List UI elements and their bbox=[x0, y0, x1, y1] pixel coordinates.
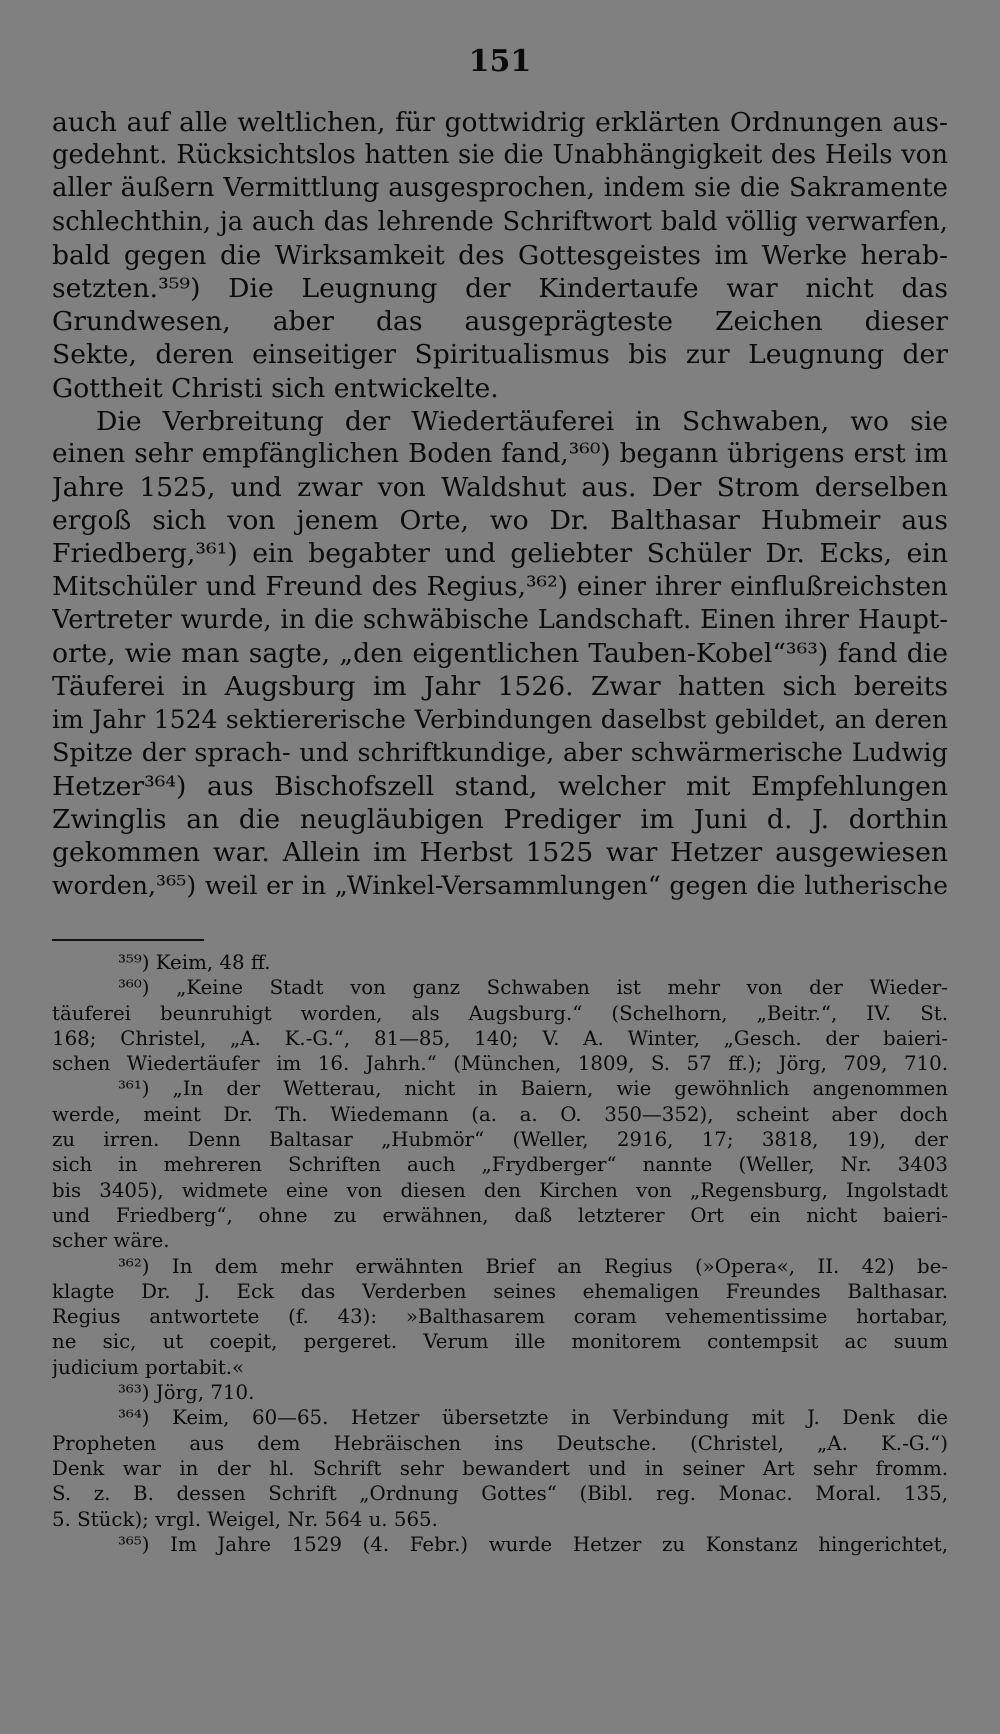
body-line: Friedberg,³⁶¹) ein begabter und geliebter Schüler Dr. Ecks, ein bbox=[52, 538, 948, 570]
footnote-line: 168; Christel, „A. K.-G.“, 81—85, 140; V. A. Winter, „Gesch. der baieri- bbox=[52, 1026, 948, 1050]
footnote-line: scher wäre. bbox=[52, 1229, 170, 1253]
footnote-line: ne sic, ut coepit, pergeret. Verum ille monitorem contempsit ac suum bbox=[52, 1330, 948, 1354]
body-line: Mitschüler und Freund des Regius,³⁶²) einer ihrer einflußreichsten bbox=[52, 571, 948, 602]
footnote-line: Propheten aus dem Hebräischen ins Deutsche. (Christel, „A. K.-G.“) bbox=[52, 1431, 948, 1455]
page-number: 151 bbox=[468, 44, 532, 79]
body-line: auch auf alle weltlichen, für gottwidrig erklärten Ordnungen aus- bbox=[52, 107, 948, 138]
footnote-line: bis 3405), widmete eine von diesen den Kirchen von „Regensburg, Ingolstadt bbox=[52, 1178, 948, 1202]
body-line: gedehnt. Rücksichtslos hatten sie die Unabhängigkeit des Heils von bbox=[52, 140, 948, 171]
footnote-line: ³⁶²) In dem mehr erwähnten Brief an Regius (»Opera«, II. 42) be- bbox=[118, 1254, 948, 1278]
body-line: gekommen war. Allein im Herbst 1525 war Hetzer ausgewiesen bbox=[52, 837, 948, 869]
body-text bbox=[52, 106, 948, 903]
footnote-line: ³⁶⁵) Im Jahre 1529 (4. Febr.) wurde Hetzer zu Konstanz hingerichtet, bbox=[118, 1532, 948, 1556]
body-line: Gottheit Christi sich entwickelte. bbox=[52, 372, 499, 404]
footnote-line: ³⁵⁹) Keim, 48 ff. bbox=[118, 951, 271, 974]
body-line: Jahre 1525, und zwar von Waldshut aus. Der Strom derselben bbox=[52, 472, 948, 504]
body-line: schlechthin, ja auch das lehrende Schriftwort bald völlig verwarfen, bbox=[52, 206, 948, 237]
body-line: Täuferei in Augsburg im Jahr 1526. Zwar hatten sich bereits bbox=[52, 671, 948, 703]
body-line: Grundwesen, aber das ausgeprägteste Zeichen dieser bbox=[52, 306, 948, 338]
body-line: einen sehr empfänglichen Boden fand,³⁶⁰) begann übrigens erst im bbox=[52, 438, 948, 469]
footnote-line: ³⁶⁴) Keim, 60—65. Hetzer übersetzte in Verbindung mit J. Denk die bbox=[118, 1406, 948, 1430]
footnote-line: ³⁶⁰) „Keine Stadt von ganz Schwaben ist mehr von der Wieder- bbox=[118, 976, 948, 1000]
body-line: im Jahr 1524 sektiererische Verbindungen daselbst gebildet, an deren bbox=[52, 705, 948, 735]
body-line: orte, wie man sagte, „den eigentlichen Tauben-Kobel“³⁶³) fand die bbox=[52, 638, 948, 669]
body-line: Sekte, deren einseitiger Spiritualismus bis zur Leugnung der bbox=[52, 339, 948, 371]
footnote-line: schen Wiedertäufer im 16. Jahrh.“ (München, 1809, S. 57 ff.); Jörg, 709, 710. bbox=[52, 1052, 948, 1076]
footnote-line: Regius antwortete (f. 43): »Balthasarem coram vehementissime hortabar, bbox=[52, 1305, 948, 1329]
body-line: Vertreter wurde, in die schwäbische Landschaft. Einen ihrer Haupt- bbox=[52, 604, 948, 635]
body-line: aller äußern Vermittlung ausgesprochen, indem sie die Sakramente bbox=[52, 173, 948, 204]
footnote-line: S. z. B. dessen Schrift „Ordnung Gottes“ (Bibl. reg. Monac. Moral. 135, bbox=[52, 1482, 948, 1506]
footnote-separator bbox=[52, 939, 204, 941]
footnote-line: klagte Dr. J. Eck das Verderben seines ehemaligen Freundes Balthasar. bbox=[52, 1279, 948, 1303]
footnote-line: 5. Stück); vrgl. Weigel, Nr. 564 u. 565. bbox=[52, 1507, 438, 1531]
footnote-line: zu irren. Denn Baltasar „Hubmör“ (Weller, 2916, 17; 3818, 19), der bbox=[52, 1128, 948, 1152]
footnote-line: werde, meint Dr. Th. Wiedemann (a. a. O. 350—352), scheint aber doch bbox=[52, 1102, 948, 1126]
body-line: bald gegen die Wirksamkeit des Gottesgeistes im Werke herab- bbox=[52, 239, 948, 271]
footnote-line: täuferei beunruhigt worden, als Augsburg.“ (Schelhorn, „Beitr.“, IV. St. bbox=[52, 1001, 948, 1025]
body-line: setzten.³⁵⁹) Die Leugnung der Kindertaufe war nicht das bbox=[52, 272, 948, 304]
body-line: Hetzer³⁶⁴) aus Bischofszell stand, welcher mit Empfehlungen bbox=[52, 770, 948, 802]
footnote-line: ³⁶³) Jörg, 710. bbox=[118, 1381, 255, 1405]
footnote-line: judicium portabit.« bbox=[52, 1355, 245, 1379]
body-line: worden,³⁶⁵) weil er in „Winkel-Versammlungen“ gegen die lutherische bbox=[52, 871, 948, 901]
body-line: Spitze der sprach- und schriftkundige, aber schwärmerische Ludwig bbox=[52, 737, 948, 768]
body-line: Die Verbreitung der Wiedertäuferei in Schwaben, wo sie bbox=[96, 405, 948, 437]
footnotes bbox=[52, 950, 948, 1557]
body-line: Zwinglis an die neugläubigen Prediger im Juni d. J. dorthin bbox=[52, 803, 948, 835]
footnote-line: Denk war in der hl. Schrift sehr bewandert und in seiner Art sehr fromm. bbox=[52, 1456, 948, 1480]
footnote-line: und Friedberg“, ohne zu erwähnen, daß letzterer Ort ein nicht baieri- bbox=[52, 1203, 948, 1227]
footnote-line: sich in mehreren Schriften auch „Frydberger“ nannte (Weller, Nr. 3403 bbox=[52, 1153, 948, 1177]
body-line: ergoß sich von jenem Orte, wo Dr. Balthasar Hubmeir aus bbox=[52, 505, 948, 537]
footnote-line: ³⁶¹) „In der Wetterau, nicht in Baiern, wie gewöhnlich angenommen bbox=[118, 1077, 948, 1101]
